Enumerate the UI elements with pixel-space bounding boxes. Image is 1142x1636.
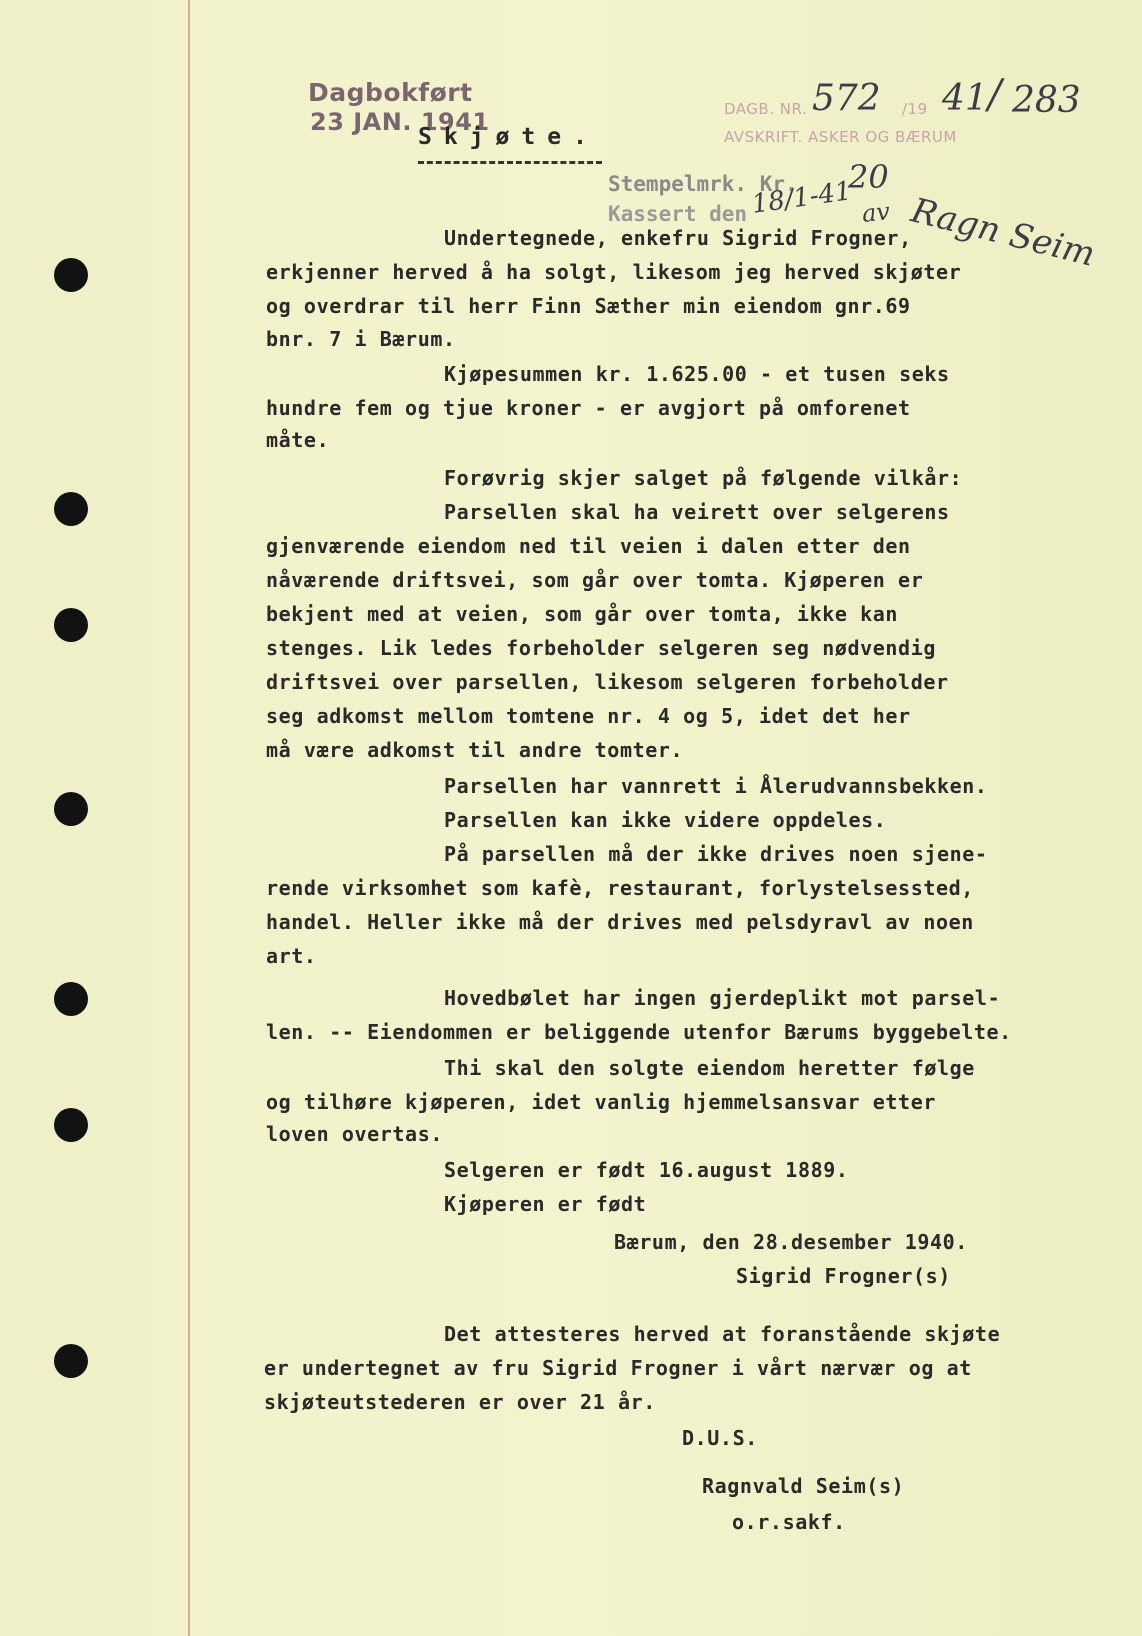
punch-hole [54,608,88,642]
kr-amount-handwritten: 20 [848,158,889,196]
av-handwritten: av [860,197,892,228]
margin-line [188,0,190,1636]
kassert-label: Kassert den [608,202,748,226]
text-line: len. -- Eiendommen er beliggende utenfor Bærums byggebelte. [266,1020,1012,1044]
dagb-nr-handwritten: 572 [812,78,881,119]
punch-hole [54,492,88,526]
punch-hole [54,1108,88,1142]
text-line: loven overtas. [266,1122,443,1146]
text-line: Sigrid Frogner(s) [736,1264,951,1288]
dagb-year-handwritten: 41 [942,78,988,119]
text-line: Kjøperen er født [444,1192,647,1216]
text-line: må være adkomst til andre tomter. [266,738,684,762]
text-line: bekjent med at veien, som går over tomta, ikke kan [266,602,899,626]
punch-hole [54,792,88,826]
text-line: driftsvei over parsellen, likesom selgeren forbeholder [266,670,949,694]
text-line: Thi skal den solgte eiendom heretter følge [444,1056,975,1080]
text-line: D.U.S. [682,1426,758,1450]
text-line: måte. [266,428,330,452]
text-line: seg adkomst mellom tomtene nr. 4 og 5, idet det her [266,704,911,728]
text-line: hundre fem og tjue kroner - er avgjort på omforenet [266,396,911,420]
text-line: Ragnvald Seim(s) [702,1474,905,1498]
text-line: stenges. Lik ledes forbeholder selgeren seg nødvendig [266,636,936,660]
text-line: o.r.sakf. [732,1510,846,1534]
text-line: handel. Heller ikke må der drives med pelsdyravl av noen [266,910,974,934]
text-line: nåværende driftsvei, som går over tomta. Kjøperen er [266,568,924,592]
text-line: Parsellen har vannrett i Ålerudvannsbekken. [444,774,988,798]
text-line: og overdrar til herr Finn Sæther min eiendom gnr.69 [266,294,911,318]
punch-hole [54,982,88,1016]
punch-hole [54,1344,88,1378]
kassert-date-handwritten: 18/1-41 [749,176,854,220]
dagbokfort-date: 23 JAN. 1941 [310,108,490,136]
text-line: Bærum, den 28.desember 1940. [614,1230,968,1254]
dagb-nr-year-sep: /19 [902,100,928,118]
text-line: art. [266,944,317,968]
text-line: Forøvrig skjer salget på følgende vilkår: [444,466,963,490]
text-line: er undertegnet av fru Sigrid Frogner i vårt nærvær og at [264,1356,972,1380]
text-line: Parsellen skal ha veirett over selgerens [444,500,950,524]
text-line: Hovedbølet har ingen gjerdeplikt mot parsel- [444,986,1001,1010]
page-title: Skjøte. [418,124,599,150]
handwritten-signature: Ragn Seim [907,190,1099,275]
text-line: gjenværende eiendom ned til veien i dalen etter den [266,534,911,558]
text-line: skjøteutstederen er over 21 år. [264,1390,656,1414]
text-line: og tilhøre kjøperen, idet vanlig hjemmelsansvar etter [266,1090,936,1114]
page-ref-handwritten: 283 [1012,80,1081,121]
text-line: rende virksomhet som kafè, restaurant, forlystelsessted, [266,876,974,900]
text-line: bnr. 7 i Bærum. [266,327,456,351]
text-line: På parsellen må der ikke drives noen sjene- [444,842,988,866]
dagb-nr-label: DAGB. NR. [724,100,808,118]
text-line: Parsellen kan ikke videre oppdeles. [444,808,887,832]
dagbokfort-stamp: Dagbokført [308,78,473,107]
avskrift-stamp: AVSKRIFT. ASKER OG BÆRUM [724,128,957,146]
text-line: Undertegnede, enkefru Sigrid Frogner, [444,226,912,250]
text-line: Det attesteres herved at foranstående skjøte [444,1322,1001,1346]
title-underline [418,161,602,164]
slash-mark: / [988,72,1002,118]
text-line: Kjøpesummen kr. 1.625.00 - et tusen seks [444,362,950,386]
text-line: erkjenner herved å ha solgt, likesom jeg herved skjøter [266,260,962,284]
stempelmerke-label: Stempelmrk. Kr. [608,172,798,196]
text-line: Selgeren er født 16.august 1889. [444,1158,849,1182]
punch-hole [54,258,88,292]
